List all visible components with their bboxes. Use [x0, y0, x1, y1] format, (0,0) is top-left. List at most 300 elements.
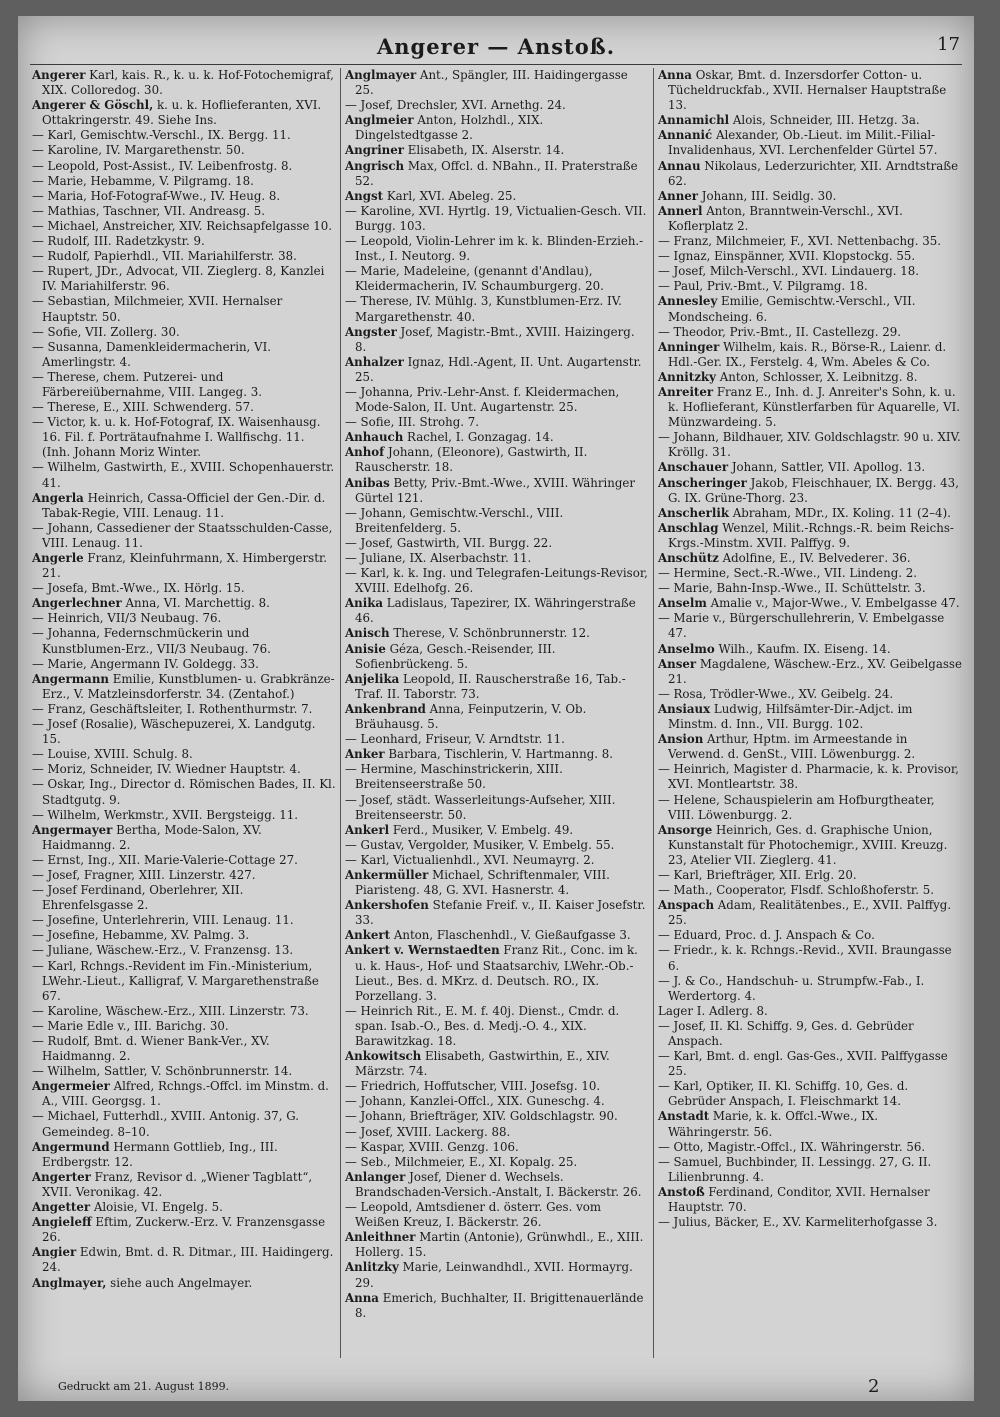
- entry-text: — Josefa, Bmt.-Wwe., IX. Hörlg. 15.: [32, 581, 245, 596]
- entry-text: — Paul, Priv.-Bmt., V. Pilgramg. 18.: [658, 279, 868, 294]
- entry-name: Anner: [658, 188, 699, 203]
- directory-entry: [345, 1291, 649, 1321]
- directory-entry: [32, 159, 336, 174]
- entry-text: — Marie, Hebamme, V. Pilgramg. 18.: [32, 173, 254, 188]
- page-number: 17: [937, 34, 960, 55]
- entry-name: Anreiter: [658, 384, 714, 399]
- entry-name: Angst: [345, 188, 384, 203]
- entry-text: — Johanna, Priv.-Lehr-Anst. f. Kleidermachen, Mode-Salon, II. Unt. Augartenstr. 25.: [345, 384, 620, 415]
- entry-name: Ankowitsch: [345, 1049, 422, 1064]
- entry-text: Arthur, Hptm. im Armeestande in Verwend. d. GenSt., VIII. Löwenburgg. 2.: [668, 732, 916, 762]
- directory-entry: [345, 566, 649, 596]
- entry-text: Marie, k. k. Offcl.-Wwe., IX. Währingerstr. 56.: [668, 1109, 879, 1139]
- directory-entry: [32, 611, 336, 626]
- entry-text: — Gustav, Vergolder, Musiker, V. Embelg. 55.: [345, 837, 615, 852]
- directory-entry: [658, 762, 963, 792]
- directory-entry: [658, 943, 963, 973]
- entry-text: Magdalene, Wäschew.-Erz., XV. Geibelgasse 21.: [668, 656, 962, 686]
- entry-text: Ant., Spängler, III. Haidingergasse 25.: [355, 68, 628, 98]
- entry-text: — Leopold, Amtsdiener d. österr. Ges. vom Weißen Kreuz, I. Bäckerstr. 26.: [345, 1200, 602, 1230]
- entry-name: Angerter: [32, 1169, 91, 1184]
- directory-entry: [32, 68, 336, 98]
- entry-text: — Johann, Kanzlei-Offcl., XIX. Guneschg. 4.: [345, 1094, 605, 1109]
- entry-text: Ferd., Musiker, V. Embelg. 49.: [389, 822, 574, 837]
- directory-entry: [658, 159, 963, 189]
- directory-entry: [32, 1215, 336, 1245]
- entry-text: Johann, (Eleonore), Gastwirth, II. Rauscherstr. 18.: [355, 445, 588, 475]
- directory-entry: [345, 113, 649, 143]
- entry-name: Angermayer: [32, 822, 113, 837]
- directory-entry: [345, 1170, 649, 1200]
- directory-entry: [658, 868, 963, 883]
- entry-text: — Friedr., k. k. Rchngs.-Revid., XVII. Braungasse 6.: [658, 943, 952, 973]
- entry-text: Elisabeth, IX. Alserstr. 14.: [403, 143, 565, 158]
- entry-text: — Johann, Briefträger, XIV. Goldschlagstr. 90.: [345, 1109, 618, 1124]
- directory-entry: [345, 626, 649, 641]
- directory-entry: [32, 128, 336, 143]
- entry-text: Alexander, Ob.-Lieut. im Milit.-Filial-Invalidenhaus, XVI. Lerchenfelder Gürtel 57.: [668, 128, 938, 158]
- directory-entry: [345, 943, 649, 1003]
- entry-text: Anton, Flaschenhdl., V. Gießaufgasse 3.: [390, 928, 631, 943]
- page-footer: [18, 1376, 974, 1400]
- entry-name: Anhof: [345, 445, 385, 460]
- directory-entry: [345, 294, 649, 324]
- entry-text: — Josefine, Unterlehrerin, VIII. Lenaug. 11.: [32, 913, 294, 928]
- entry-name: Anlitzky: [345, 1260, 399, 1275]
- entry-text: Franz E., Inh. d. J. Anreiter's Sohn, k. u. k. Hoflieferant, Künstlerfarben für Aquarelle, VI. Münzwardeing. 5.: [668, 384, 961, 430]
- directory-entry: [32, 581, 336, 596]
- directory-entry: [345, 1094, 649, 1109]
- directory-entry: [32, 219, 336, 234]
- entry-name: Angrisch: [345, 158, 405, 173]
- entry-text: — Josef, Fragner, XIII. Linzerstr. 427.: [32, 867, 256, 882]
- directory-entry: [345, 702, 649, 732]
- entry-name: Angerla: [32, 490, 84, 505]
- entry-text: — Johann, Cassediener der Staatsschulden-Casse, VIII. Lenaug. 11.: [32, 520, 333, 550]
- directory-entry: [345, 1200, 649, 1230]
- entry-text: Adam, Realitätenbes., E., XVII. Palffyg. 25.: [668, 898, 952, 928]
- entry-text: — Eduard, Proc. d. J. Anspach & Co.: [658, 928, 875, 943]
- entry-text: Stefanie Freif. v., II. Kaiser Josefstr. 33.: [355, 898, 646, 928]
- entry-text: Elisabeth, Gastwirthin, E., XIV. Märzstr. 74.: [355, 1049, 610, 1079]
- directory-entry: [32, 204, 336, 219]
- entry-text: Anton, Holzhdl., XIX. Dingelstedtgasse 2.: [355, 113, 544, 143]
- directory-entry: [32, 657, 336, 672]
- entry-name: Anglmeier: [345, 113, 414, 128]
- directory-entry: [658, 732, 963, 762]
- directory-entry: [345, 1109, 649, 1124]
- directory-entry: [345, 1125, 649, 1140]
- directory-entry: [345, 476, 649, 506]
- entry-name: Anika: [345, 596, 384, 611]
- directory-entry: [658, 1155, 963, 1185]
- entry-name: Ansion: [658, 732, 704, 747]
- directory-entry: [658, 657, 963, 687]
- entry-name: Ankershofen: [345, 898, 429, 913]
- directory-entry: [32, 626, 336, 656]
- entry-text: — Louise, XVIII. Schulg. 8.: [32, 747, 193, 762]
- entry-name: Angier: [32, 1245, 77, 1260]
- entry-text: Josef, Diener d. Wechsels. Brandschaden-Versich.-Anstalt, I. Bäckerstr. 26.: [355, 1169, 642, 1199]
- directory-entry: [345, 642, 649, 672]
- directory-entry: [345, 853, 649, 868]
- directory-entry: [345, 1049, 649, 1079]
- entry-name: Angerle: [32, 551, 84, 565]
- entry-name: Anleithner: [345, 1230, 416, 1245]
- directory-entry: [32, 808, 336, 823]
- entry-text: Josef, Magistr.-Bmt., XVIII. Haizingerg. 8.: [355, 324, 635, 354]
- entry-text: Ferdinand, Conditor, XVII. Hernalser Hauptstr. 70.: [668, 1184, 930, 1215]
- directory-entry: [32, 913, 336, 928]
- entry-name: Anna: [658, 68, 692, 82]
- entry-text: Leopold, II. Rauscherstraße 16, Tab.-Traf. II. Taborstr. 73.: [355, 671, 626, 701]
- entry-text: — Wilhelm, Sattler, V. Schönbrunnerstr. 14.: [32, 1064, 293, 1079]
- directory-page: [18, 16, 974, 1401]
- directory-entry: [32, 1004, 336, 1019]
- entry-text: — Rudolf, III. Radetzkystr. 9.: [32, 234, 205, 249]
- directory-entry: [32, 460, 336, 490]
- directory-entry: [658, 883, 963, 898]
- directory-entry: [658, 611, 963, 641]
- directory-entry: [32, 174, 336, 189]
- directory-entry: [658, 506, 963, 521]
- entry-text: — Johanna, Federnschmückerin und Kunstblumen-Erz., VII/3 Neubaug. 76.: [32, 626, 271, 656]
- entry-text: Géza, Gesch.-Reisender, III. Sofienbrückeng. 5.: [355, 641, 556, 671]
- entry-name: Anglmayer,: [32, 1275, 107, 1290]
- entry-text: — Marie v., Bürgerschullehrerin, V. Embelgasse 47.: [658, 611, 945, 641]
- entry-name: Anhalzer: [345, 354, 404, 369]
- entry-text: Heinrich, Ges. d. Graphische Union, Kunstanstalt für Photochemigr., XVIII. Kreuzg. 23, Atelier VII. Zieglerg. 41.: [668, 822, 948, 867]
- entry-text: — Mathias, Taschner, VII. Andreasg. 5.: [32, 203, 266, 218]
- entry-text: Hermann Gottlieb, Ing., III. Erdbergstr. 12.: [42, 1139, 278, 1169]
- directory-entry: [345, 747, 649, 762]
- directory-entry: [345, 551, 649, 566]
- entry-text: Abraham, MDr., IX. Koling. 11 (2–4).: [729, 505, 951, 520]
- entry-text: Rachel, I. Gonzagag. 14.: [403, 430, 554, 445]
- entry-name: Anschlag: [658, 520, 719, 535]
- directory-entry: [658, 385, 963, 430]
- directory-entry: [345, 234, 649, 264]
- entry-text: — Josef (Rosalie), Wäschepuzerei, X. Landgutg. 15.: [32, 717, 316, 747]
- entry-text: — Hermine, Sect.-R.-Wwe., VII. Lindeng. 2.: [658, 566, 918, 581]
- directory-entry: [32, 1200, 336, 1215]
- directory-entry: [658, 1140, 963, 1155]
- entry-text: Amalie v., Major-Wwe., V. Embelgasse 47.: [706, 596, 960, 611]
- directory-columns: [28, 68, 968, 1358]
- entry-text: Franz, Revisor d. „Wiener Tagblatt“, XVII. Veronikag. 42.: [42, 1169, 313, 1199]
- directory-entry: [32, 928, 336, 943]
- entry-text: — Maria, Hof-Fotograf-Wwe., IV. Heug. 8.: [32, 188, 281, 203]
- directory-entry: [345, 536, 649, 551]
- entry-name: Annerl: [658, 203, 703, 218]
- entry-text: Alfred, Rchngs.-Offcl. im Minstm. d. A., VIII. Georgsg. 1.: [42, 1079, 329, 1109]
- header-rule: [30, 64, 962, 65]
- entry-text: — Rudolf, Bmt. d. Wiener Bank-Ver., XV. Haidmanng. 2.: [32, 1034, 270, 1064]
- entry-text: — Josef, Gastwirth, VII. Burgg. 22.: [345, 535, 553, 550]
- directory-entry: [32, 1140, 336, 1170]
- directory-entry: [658, 340, 963, 370]
- directory-entry: [345, 98, 649, 113]
- directory-entry: [32, 883, 336, 913]
- entry-text: Nikolaus, Lederzurichter, XII. Arndtstraße 62.: [668, 158, 959, 188]
- directory-entry: [32, 1170, 336, 1200]
- entry-name: Angermund: [32, 1139, 110, 1154]
- entry-name: Ankermüller: [345, 867, 429, 882]
- directory-entry: [32, 521, 336, 551]
- directory-entry: [32, 702, 336, 717]
- directory-entry: [345, 868, 649, 898]
- entry-text: Aloisie, VI. Engelg. 5.: [90, 1200, 223, 1215]
- entry-name: Angermann: [32, 671, 109, 686]
- directory-entry: [658, 68, 963, 113]
- directory-entry: [345, 928, 649, 943]
- entry-name: Annau: [658, 158, 701, 173]
- entry-name: Anschütz: [658, 551, 719, 565]
- column-3: [654, 68, 967, 1358]
- directory-entry: [32, 264, 336, 294]
- entry-name: Anspach: [658, 898, 715, 913]
- entry-name: Annitzky: [658, 369, 716, 384]
- entry-text: — Franz, Milchmeier, F., XVI. Nettenbachg. 35.: [658, 234, 941, 249]
- directory-entry: [345, 1260, 649, 1290]
- directory-entry: [345, 325, 649, 355]
- directory-entry: [345, 1230, 649, 1260]
- directory-entry: [345, 68, 649, 98]
- entry-text: — Marie Edle v., III. Barichg. 30.: [32, 1018, 229, 1033]
- directory-entry: [345, 1140, 649, 1155]
- directory-entry: [658, 551, 963, 566]
- entry-text: — Heinrich, VII/3 Neubaug. 76.: [32, 611, 222, 626]
- entry-name: Anlanger: [345, 1169, 406, 1184]
- directory-entry: [32, 234, 336, 249]
- directory-entry: [658, 702, 963, 732]
- directory-entry: [658, 974, 963, 1004]
- entry-text: — Marie, Madeleine, (genannt d'Andlau), Kleidermacherin, IV. Schaumburgerg. 20.: [345, 264, 604, 294]
- directory-entry: [32, 1079, 336, 1109]
- directory-entry: [32, 143, 336, 158]
- entry-name: Angermeier: [32, 1079, 110, 1094]
- directory-entry: [32, 1276, 336, 1291]
- entry-text: — Josef, Milch-Verschl., XVI. Lindauerg. 18.: [658, 264, 920, 279]
- entry-text: — Math., Cooperator, Flsdf. Schloßhoferstr. 5.: [658, 883, 934, 898]
- entry-text: — Franz, Geschäftsleiter, I. Rothenthurmstr. 7.: [32, 701, 313, 716]
- entry-text: — Josef, II. Kl. Schiffg. 9, Ges. d. Gebrüder Anspach.: [658, 1018, 914, 1048]
- entry-name: Annanić: [658, 128, 713, 143]
- directory-entry: [658, 1185, 963, 1215]
- entry-text: — Heinrich, Magister d. Pharmacie, k. k. Provisor, XVI. Montleartstr. 38.: [658, 762, 959, 792]
- directory-entry: [658, 279, 963, 294]
- directory-entry: [345, 415, 649, 430]
- directory-entry: [345, 823, 649, 838]
- directory-entry: [32, 294, 336, 324]
- directory-entry: [345, 838, 649, 853]
- entry-text: — Leopold, Post-Assist., IV. Leibenfrostg. 8.: [32, 158, 293, 173]
- directory-entry: [658, 325, 963, 340]
- directory-entry: [32, 400, 336, 415]
- directory-entry: [32, 777, 336, 807]
- directory-entry: [658, 1004, 963, 1019]
- entry-text: — Sofie, III. Strohg. 7.: [345, 415, 480, 430]
- entry-text: — Julius, Bäcker, E., XV. Karmeliterhofgasse 3.: [658, 1215, 938, 1230]
- entry-text: Wilh., Kaufm. IX. Eiseng. 14.: [714, 641, 891, 656]
- entry-text: — Karl, Optiker, II. Kl. Schiffg. 10, Ges. d. Gebrüder Anspach, I. Fleischmarkt 14.: [658, 1079, 909, 1109]
- entry-text: — Josef Ferdinand, Oberlehrer, XII. Ehrenfelsgasse 2.: [32, 883, 244, 913]
- entry-text: Karl, kais. R., k. u. k. Hof-Fotochemigraf, XIX. Colloredog. 30.: [42, 68, 334, 98]
- directory-entry: [658, 370, 963, 385]
- entry-text: — Karoline, Wäschew.-Erz., XIII. Linzerstr. 73.: [32, 1003, 309, 1018]
- entry-name: Anker: [345, 747, 385, 762]
- directory-entry: [658, 476, 963, 506]
- entry-text: Lager I. Adlerg. 8.: [658, 1003, 768, 1018]
- entry-text: Karl, XVI. Abeleg. 25.: [383, 188, 517, 203]
- entry-text: Wenzel, Milit.-Rchngs.-R. beim Reichs-Krgs.-Minstm. XVII. Palffyg. 9.: [668, 520, 954, 550]
- directory-entry: [345, 898, 649, 928]
- entry-name: Anselmo: [658, 641, 715, 656]
- directory-entry: [32, 189, 336, 204]
- directory-entry: [32, 551, 336, 581]
- directory-entry: [32, 959, 336, 1004]
- entry-text: — Karl, Gemischtw.-Verschl., IX. Bergg. 11.: [32, 128, 291, 143]
- directory-entry: [32, 762, 336, 777]
- entry-name: Anstadt: [658, 1109, 710, 1124]
- entry-text: Marie, Leinwandhdl., XVII. Hormayrg. 29.: [355, 1260, 633, 1290]
- entry-name: Angster: [345, 324, 397, 339]
- directory-entry: [658, 204, 963, 234]
- entry-name: Angriner: [345, 143, 404, 158]
- entry-text: Adolfine, E., IV. Belvederег. 36.: [718, 551, 911, 565]
- entry-name: Angetter: [32, 1200, 91, 1215]
- directory-entry: [32, 823, 336, 853]
- entry-text: — Ernst, Ing., XII. Marie-Valerie-Cottage 27.: [32, 852, 298, 867]
- entry-text: — Therese, IV. Mühlg. 3, Kunstblumen-Erz. IV. Margarethenstr. 40.: [345, 294, 622, 324]
- entry-name: Anscherlik: [658, 505, 729, 520]
- directory-entry: [658, 294, 963, 324]
- directory-entry: [32, 325, 336, 340]
- entry-text: Therese, V. Schönbrunnerstr. 12.: [389, 626, 590, 641]
- entry-text: — Josef, städt. Wasserleitungs-Aufseher, XIII. Breitenseerstr. 50.: [345, 792, 616, 822]
- directory-entry: [32, 415, 336, 460]
- entry-text: — Victor, k. u. k. Hof-Fotograf, IX. Waisenhausg. 16. Fil. f. Porträtaufnahme I. Wallfischg. 11. (Inh. Johann Moriz Winter.: [32, 415, 321, 460]
- entry-text: — Susanna, Damenkleidermacherin, VI. Amerlingstr. 4.: [32, 339, 271, 369]
- entry-text: — Ignaz, Einspänner, XVII. Klopstockg. 55.: [658, 249, 916, 264]
- entry-text: — Sofie, VII. Zollerg. 30.: [32, 324, 180, 339]
- entry-text: — Marie, Bahn-Insp.-Wwe., II. Schüttelstr. 3.: [658, 581, 926, 596]
- entry-text: Anton, Schlosser, X. Leibnitzg. 8.: [715, 369, 918, 384]
- entry-text: — Therese, E., XIII. Schwenderg. 57.: [32, 400, 254, 415]
- entry-name: Ankerl: [345, 822, 390, 837]
- directory-entry: [658, 264, 963, 279]
- directory-entry: [345, 189, 649, 204]
- entry-name: Angerlechner: [32, 596, 122, 611]
- entry-text: — Karl, Victualienhdl., XVI. Neumayrg. 2.: [345, 852, 595, 867]
- directory-entry: [345, 355, 649, 385]
- directory-entry: [658, 566, 963, 581]
- entry-text: — Wilhelm, Gastwirth, E., XVIII. Schopenhauerstr. 41.: [32, 460, 335, 490]
- entry-text: — Josef, Drechsler, XVI. Arnethg. 24.: [345, 98, 566, 113]
- directory-entry: [658, 460, 963, 475]
- entry-text: Max, Offcl. d. NBahn., II. Praterstraße 52.: [355, 158, 638, 188]
- directory-entry: [658, 1019, 963, 1049]
- entry-text: — Karl, k. k. Ing. und Telegrafen-Leitungs-Revisor, XVIII. Edelhofg. 26.: [345, 566, 648, 596]
- directory-entry: [32, 1109, 336, 1139]
- directory-entry: [345, 672, 649, 702]
- entry-name: Annesley: [658, 294, 718, 309]
- entry-name: Angerer: [32, 68, 86, 82]
- directory-entry: [32, 943, 336, 958]
- directory-entry: [658, 234, 963, 249]
- entry-text: — Therese, chem. Putzerei- und Färbereiübernahme, VIII. Langeg. 3.: [32, 369, 262, 399]
- entry-name: Anstoß: [658, 1184, 705, 1199]
- entry-name: Anser: [658, 656, 697, 671]
- entry-text: — Moriz, Schneider, IV. Wiedner Hauptstr. 4.: [32, 762, 301, 777]
- entry-text: Anna, Feinputzerin, V. Ob. Bräuhausg. 5.: [355, 701, 587, 732]
- entry-text: — Friedrich, Hoffutscher, VIII. Josefsg. 10.: [345, 1079, 601, 1094]
- entry-text: Ignaz, Hdl.-Agent, II. Unt. Augartenstr. 25.: [355, 354, 642, 384]
- entry-text: — Rupert, JDr., Advocat, VII. Zieglerg. 8, Kanzlei IV. Mariahilferstr. 96.: [32, 264, 325, 294]
- entry-text: — Juliane, IX. Alserbachstr. 11.: [345, 551, 532, 565]
- page-title: Angerer — Anstoß.: [376, 34, 616, 59]
- directory-entry: [658, 128, 963, 158]
- directory-entry: [658, 430, 963, 460]
- entry-text: Ludwig, Hilfsämter-Dir.-Adjct. im Minstm. d. Inn., VII. Burgg. 102.: [668, 701, 913, 732]
- directory-entry: [658, 249, 963, 264]
- entry-text: — J. & Co., Handschuh- u. Strumpfw.-Fab., I. Werdertorg. 4.: [658, 973, 925, 1003]
- directory-entry: [32, 853, 336, 868]
- entry-name: Anhauch: [345, 430, 404, 445]
- entry-text: — Seb., Milchmeier, E., XI. Kopalg. 25.: [345, 1154, 578, 1169]
- entry-text: Eftim, Zuckerw.-Erz. V. Franzensgasse 26.: [42, 1215, 326, 1245]
- directory-entry: [32, 98, 336, 128]
- entry-name: Angieleff: [32, 1215, 92, 1230]
- directory-entry: [345, 204, 649, 234]
- entry-text: Heinrich, Cassa-Officiel der Gen.-Dir. d. Tabak-Regie, VIII. Lenaug. 11.: [42, 490, 326, 520]
- entry-text: Emilie, Gemischtw.-Verschl., VII. Mondscheing. 6.: [668, 294, 916, 324]
- entry-text: Michael, Schriftenmaler, VIII. Piaristeng. 48, G. XVI. Hasnerstr. 4.: [355, 867, 610, 898]
- entry-text: — Josef, XVIII. Lackerg. 88.: [345, 1124, 511, 1139]
- directory-entry: [32, 672, 336, 702]
- entry-text: Emilie, Kunstblumen- u. Grabkränze-Erz., V. Matzleinsdorferstr. 34. (Zentahof.): [42, 671, 335, 701]
- entry-name: Anisch: [345, 626, 390, 641]
- entry-name: Anselm: [658, 596, 707, 611]
- directory-entry: [658, 642, 963, 657]
- entry-text: Oskar, Bmt. d. Inzersdorfer Cotton- u. Tücheldruckfab., XVII. Hernalser Hauptstraße 13.: [668, 68, 947, 113]
- directory-entry: [32, 717, 336, 747]
- directory-entry: [345, 1079, 649, 1094]
- entry-name: Anninger: [658, 339, 720, 354]
- directory-entry: [658, 1079, 963, 1109]
- entry-text: — Josefine, Hebamme, XV. Palmg. 3.: [32, 928, 250, 943]
- entry-text: k. u. k. Hoflieferanten, XVI. Ottakringerstr. 49. Siehe Ins.: [42, 98, 322, 128]
- entry-text: — Hermine, Maschinstrickerin, XIII. Breitenseerstraße 50.: [345, 762, 563, 792]
- entry-text: — Samuel, Buchbinder, II. Lessingg. 27, G. II. Lilienbrunng. 4.: [658, 1154, 932, 1184]
- entry-text: Wilhelm, kais. R., Börse-R., Laienr. d. Hdl.-Ger. IX., Ferstelg. 4, Wm. Abeles & Co.: [668, 339, 947, 369]
- directory-entry: [32, 868, 336, 883]
- directory-entry: [658, 113, 963, 128]
- entry-text: Ladislaus, Tapezirer, IX. Währingerstraße 46.: [355, 596, 636, 626]
- directory-entry: [32, 747, 336, 762]
- entry-text: Johann, III. Seidlg. 30.: [698, 188, 837, 203]
- directory-entry: [32, 596, 336, 611]
- entry-text: — Helene, Schauspielerin am Hofburgtheater, VIII. Löwenburgg. 2.: [658, 792, 935, 822]
- entry-text: — Rudolf, Papierhdl., VII. Mariahilferstr. 38.: [32, 249, 297, 264]
- directory-entry: [658, 189, 963, 204]
- directory-entry: [345, 385, 649, 415]
- directory-entry: [658, 1049, 963, 1079]
- entry-text: Bertha, Mode-Salon, XV. Haidmanng. 2.: [42, 822, 262, 852]
- sheet-number: 2: [868, 1376, 880, 1397]
- directory-entry: [32, 249, 336, 264]
- directory-entry: [32, 340, 336, 370]
